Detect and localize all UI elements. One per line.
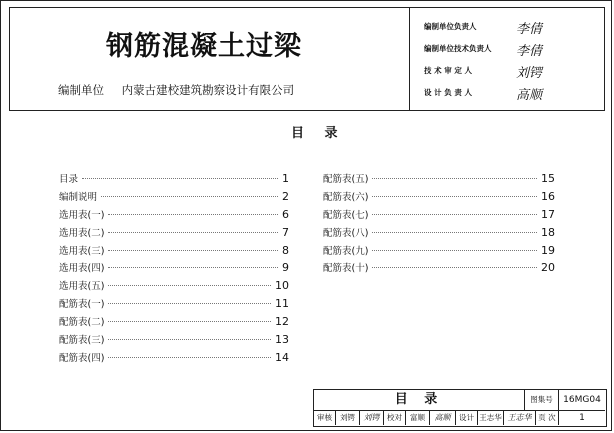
title-block	[313, 389, 607, 427]
signature: 刘锷	[516, 66, 543, 81]
atlas-number-label: 图集号	[525, 390, 559, 411]
responsibility-role: 编制单位技术负责人	[424, 44, 492, 53]
toc-entry-label: 配筋表(四)	[59, 352, 105, 364]
toc-entry-page: 15	[541, 172, 555, 185]
toc-column-right	[323, 171, 555, 278]
toc-entry-page: 14	[275, 350, 289, 364]
toc-entry[interactable]	[59, 171, 289, 189]
toc-entry-label: 配筋表(三)	[59, 335, 105, 347]
page-label: 页 次	[536, 411, 559, 425]
toc-entry[interactable]	[59, 189, 289, 207]
toc-entry-page: 13	[275, 333, 289, 347]
toc-entry[interactable]	[59, 350, 289, 368]
toc-entry-label: 编制说明	[59, 191, 98, 203]
toc-entry[interactable]	[323, 171, 555, 189]
toc-entry-label: 配筋表(一)	[59, 299, 105, 311]
org-name: 内蒙古建校建筑勘察设计有限公司	[121, 83, 295, 97]
title-block-title: 目 录	[314, 390, 525, 411]
toc-entry-label: 目录	[59, 174, 79, 185]
toc-entry-page: 18	[541, 225, 555, 239]
toc-entry-page: 6	[282, 207, 289, 221]
toc-entry[interactable]	[59, 243, 289, 261]
toc-heading: 目 录	[291, 126, 346, 141]
check-name: 富顺	[406, 411, 430, 425]
org-line	[58, 82, 294, 98]
toc-entry-page: 20	[541, 261, 555, 275]
toc-entry[interactable]	[323, 189, 555, 207]
leader-dots	[101, 196, 278, 197]
toc-entry-label: 选用表(五)	[59, 281, 105, 293]
check-signature: 高顺	[430, 411, 456, 425]
leader-dots	[372, 232, 537, 233]
atlas-title: 钢筋混凝土过梁	[106, 31, 302, 62]
toc-entry-page: 11	[275, 297, 289, 311]
leader-dots	[108, 285, 271, 286]
toc-entry-page: 2	[282, 189, 289, 203]
toc-entry[interactable]	[323, 260, 555, 278]
leader-dots	[108, 303, 271, 304]
toc-entry-page: 9	[282, 261, 289, 275]
toc-entry-label: 选用表(三)	[59, 245, 105, 257]
toc-entry[interactable]	[59, 278, 289, 296]
toc-entry[interactable]	[59, 314, 289, 332]
toc-entry-label: 选用表(四)	[59, 263, 105, 275]
signature: 李倩	[516, 22, 543, 37]
signature: 李倩	[516, 44, 543, 59]
responsibility-role: 设 计 负 责 人	[424, 88, 472, 97]
toc-entry[interactable]	[59, 207, 289, 225]
design-label: 设计	[456, 411, 478, 425]
toc-entry[interactable]	[59, 225, 289, 243]
leader-dots	[108, 267, 278, 268]
responsibility-role: 编制单位负责人	[424, 22, 477, 31]
toc-entry-label: 配筋表(七)	[323, 209, 369, 221]
toc-entry-label: 配筋表(十)	[323, 263, 369, 275]
toc-entry-page: 7	[282, 225, 289, 239]
toc-entry-page: 19	[541, 243, 555, 257]
toc-entry-page: 16	[541, 189, 555, 203]
design-name: 王志华	[478, 411, 504, 425]
toc-entry-label: 选用表(二)	[59, 227, 105, 239]
check-label: 校对	[384, 411, 406, 425]
leader-dots	[372, 214, 537, 215]
responsibility-panel	[410, 8, 604, 110]
leader-dots	[108, 214, 278, 215]
page-number: 1	[579, 413, 585, 423]
toc-entry[interactable]	[59, 296, 289, 314]
leader-dots	[372, 250, 537, 251]
atlas-number: 16MG04	[559, 390, 605, 411]
leader-dots	[82, 178, 278, 179]
toc-entry-label: 配筋表(八)	[323, 227, 369, 239]
leader-dots	[108, 232, 278, 233]
toc-entry-page: 12	[275, 315, 289, 329]
responsibility-row	[424, 62, 600, 82]
review-label: 审核	[314, 411, 336, 425]
header-title-area	[10, 8, 410, 110]
toc-entry-page: 10	[275, 279, 289, 293]
toc-entry-page: 17	[541, 207, 555, 221]
review-name: 刘锷	[336, 411, 360, 425]
toc-entry-page: 1	[282, 172, 289, 185]
leader-dots	[108, 339, 271, 340]
leader-dots	[108, 250, 278, 251]
org-label: 编制单位	[58, 83, 104, 97]
toc-entry-label: 配筋表(九)	[323, 245, 369, 257]
responsibility-row	[424, 84, 600, 104]
toc-entry-label: 配筋表(二)	[59, 317, 105, 329]
responsibility-row	[424, 18, 600, 38]
toc-entry-label: 选用表(一)	[59, 209, 105, 221]
leader-dots	[108, 357, 271, 358]
toc-entry[interactable]	[59, 332, 289, 350]
leader-dots	[372, 267, 537, 268]
header-block	[9, 7, 605, 111]
toc-column-left	[59, 171, 289, 368]
toc-entry[interactable]	[323, 207, 555, 225]
toc-entry[interactable]	[59, 260, 289, 278]
design-signature: 王志华	[504, 411, 536, 425]
toc-entry[interactable]	[323, 225, 555, 243]
signature: 高顺	[516, 88, 543, 103]
leader-dots	[372, 178, 537, 179]
review-signature: 刘锷	[360, 411, 384, 425]
toc-entry-label: 配筋表(六)	[323, 191, 369, 203]
toc-entry-page: 8	[282, 243, 289, 257]
leader-dots	[372, 196, 537, 197]
responsibility-role: 技 术 审 定 人	[424, 66, 472, 75]
toc-entry-label: 配筋表(五)	[323, 174, 369, 185]
toc-entry[interactable]	[323, 243, 555, 261]
responsibility-row	[424, 40, 600, 60]
leader-dots	[108, 321, 271, 322]
